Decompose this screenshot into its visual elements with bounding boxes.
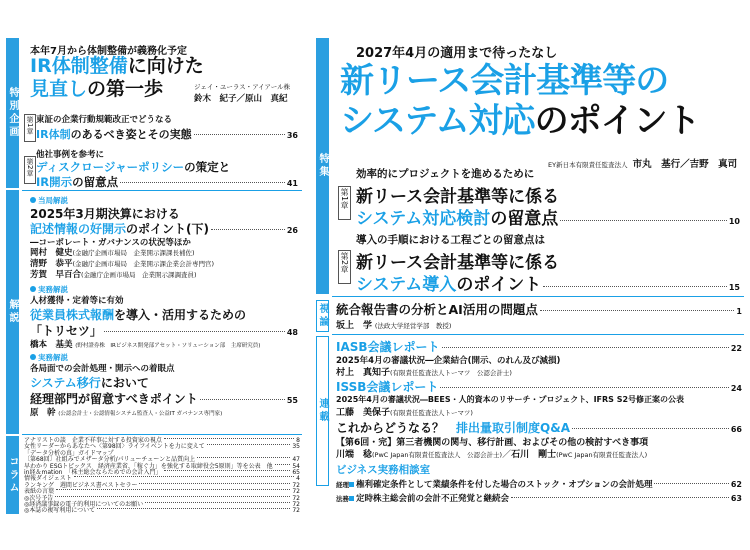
column-item-title: 情報ダイジェスト <box>24 475 72 483</box>
biz-item-2-page: 63 <box>730 494 742 503</box>
a3-pre: 各局面での会計処理・開示への着眼点 <box>30 364 175 374</box>
special-s2-title-1 <box>36 159 230 175</box>
a2-title-1a: 従業員株式報酬 <box>30 308 115 322</box>
special-ch2: 第2章 <box>24 156 36 184</box>
special-s2-title-2 <box>36 174 298 190</box>
biz-title: ビジネス実務相談室 <box>336 464 431 476</box>
leader-dots <box>194 134 285 135</box>
leader-dots <box>197 457 290 458</box>
leader-dots <box>442 347 729 348</box>
column-item-page: 72 <box>292 507 300 515</box>
special-s2-title-2b: の留意点 <box>72 175 119 189</box>
qa-sub: 【第6回・完】第三者機関の関与、移行計画、およびその他の検討すべき事項 <box>336 438 649 448</box>
bullet-icon <box>30 197 36 203</box>
feature-c1-t2a: システム対応検討 <box>356 209 491 229</box>
a3-author: 原 幹 (公認会計士・公認情報システム監査人・公益IT ガバナンス専門家) <box>30 408 223 418</box>
divider <box>332 334 744 335</box>
column-item-page: 72 <box>292 494 300 502</box>
column-item-title: ◎次号予告 <box>24 494 54 502</box>
a1-title-2 <box>30 220 298 237</box>
special-title-2b: の第一歩 <box>87 78 164 100</box>
special-s1b: のあるべき姿とその実態 <box>70 128 192 141</box>
right-page <box>316 38 746 514</box>
section-tab-rensai: 連載 <box>316 336 329 486</box>
leader-dots <box>572 428 729 429</box>
column-item-title: 表紙の言葉 <box>24 488 55 496</box>
a3-title-1b: において <box>100 376 149 390</box>
feature-c1-t1: 新リース会計基準等に係る <box>356 187 560 207</box>
a3-tag: 実務解説 <box>30 352 68 363</box>
issb-page: 24 <box>730 384 742 393</box>
column-item-title: in経＆mation 「株主総会ならためでの会計入門」 <box>24 469 162 477</box>
column-item-title: ◎経済議事録の電子的利用についてのお願い <box>24 501 144 509</box>
a1-title-2b: のポイント(下) <box>126 222 209 236</box>
feature-title-2a: システム対応 <box>340 101 535 141</box>
a2-pre: 人材獲得・定着等に有効 <box>30 296 124 306</box>
a1-sub: ―コーポレート・ガバナンスの状況等ほか <box>30 238 191 248</box>
feature-c2-page: 15 <box>728 283 740 292</box>
column-item-page: 4 <box>296 475 300 483</box>
column-item-page: 72 <box>292 481 300 489</box>
special-s2-pre: 他社事例を参考に <box>36 150 105 160</box>
biz-item-1: 経理 権利確定条件として業績条件を付した場合のストック・オプションの会計処理 62 <box>336 480 742 490</box>
column-item-page: 35 <box>292 443 300 451</box>
special-title-2a: 見直し <box>30 78 88 100</box>
qa-title <box>336 419 742 436</box>
section-tab-column: コラム <box>6 436 19 514</box>
column-item-title: 女性リーダーからあなたへ〈第98回〉ライフイベントを力に変えて <box>24 443 205 451</box>
special-s2-page: 41 <box>286 179 298 188</box>
leader-dots <box>511 497 729 498</box>
special-title-1b: に向けた <box>127 55 204 77</box>
leader-dots <box>164 438 294 439</box>
special-authors: 鈴木 紀子／原山 真紀 <box>194 94 288 104</box>
left-page <box>6 38 304 514</box>
issb-title-text: ISSB会議レポート <box>336 380 439 394</box>
leader-dots <box>97 508 290 509</box>
a1-tag-label: 当局解説 <box>38 196 68 205</box>
qa-page: 66 <box>730 425 742 434</box>
qa-title-a: これからどうなる？ <box>336 421 445 435</box>
a3-title-2-text: 経理部門が留意すべきポイント <box>30 392 198 406</box>
issb-title <box>336 378 742 395</box>
bullet-icon <box>30 286 36 292</box>
leader-dots <box>164 470 291 471</box>
a3-title-1 <box>30 374 149 391</box>
leader-dots <box>560 220 727 221</box>
column-item-title: 〔第68回〕社組みでメザータ分析/パリューチェーンと品質向上 <box>24 456 196 464</box>
section-tab-kaisetsu: 解説 <box>6 190 19 434</box>
viewpoint-page: 1 <box>736 307 742 316</box>
divider <box>22 190 302 191</box>
feature-c1-t2b: の留意点 <box>490 209 559 229</box>
a2-page: 48 <box>286 328 298 337</box>
special-title-1 <box>30 56 204 76</box>
special-s1-page: 36 <box>286 131 298 140</box>
a3-title-1a: システム移行 <box>30 376 101 390</box>
feature-title-1: 新リース会計基準等の <box>340 61 669 101</box>
special-s1 <box>36 126 298 142</box>
leader-dots <box>211 229 285 230</box>
feature-c1-t2 <box>356 204 740 229</box>
feature-authors: EY新日本有限責任監査法人 市丸 基行／吉野 真司 <box>548 159 738 170</box>
column-item-page: 72 <box>292 488 300 496</box>
feature-ch1: 第1章 <box>338 186 351 220</box>
leader-dots <box>200 399 285 400</box>
square-bullet-icon <box>349 482 354 487</box>
special-s2-title-2a: IR開示 <box>36 175 73 189</box>
feature-title-2 <box>340 102 700 140</box>
feature-c2-pre: 導入の手順における工程ごとの留意点は <box>356 234 545 246</box>
feature-c1-page: 10 <box>728 217 740 226</box>
a1-page: 26 <box>286 226 298 235</box>
column-item-page: 72 <box>292 501 300 509</box>
special-title-2 <box>30 79 163 99</box>
a1-title-1: 2025年3月期決算における <box>30 207 180 221</box>
iasb-author: 村上 真知子(有限責任監査法人トーマツ 公認会計士) <box>336 368 512 378</box>
a2-title-1 <box>30 306 246 323</box>
special-s2-title-b: の策定と <box>184 160 231 174</box>
column-item-title: 早わかり ESGトピックス 経済産業省、「稼ぐ力」を強化する取締役会5原則」等を公表 他 <box>24 462 273 470</box>
special-s1a: IR体制 <box>36 128 71 141</box>
column-list <box>24 438 300 515</box>
leader-dots <box>543 286 727 287</box>
leader-dots <box>654 483 728 484</box>
leader-dots <box>56 489 290 490</box>
divider <box>332 296 744 297</box>
feature-c2-t2 <box>356 270 740 295</box>
a3-page: 55 <box>286 396 298 405</box>
feature-ch2: 第2章 <box>338 250 351 284</box>
leader-dots <box>55 496 290 497</box>
feature-c2-t2a: システム導入 <box>356 275 457 295</box>
a2-author: 橋本 基美 (野村證券株 IRビジネス開発部アセット・ソリューション部 主席研究員) <box>30 340 261 350</box>
a2-title-2-text: 「トリセツ」 <box>30 324 102 338</box>
iasb-title <box>336 338 742 355</box>
divider <box>22 434 302 435</box>
column-item-page: 47 <box>292 456 300 464</box>
qa-title-b: 排出量取引制度Q&A <box>456 421 570 435</box>
column-item-page: 8 <box>296 437 300 444</box>
column-item-title: ランキング 週間ビジネス書ベストセラー <box>24 481 138 489</box>
viewpoint-title-text: 統合報告書の分析とAI活用の問題点 <box>336 302 538 317</box>
biz-item-1-page: 62 <box>730 480 742 489</box>
a1-person-1: 岡村 健史(金融庁企画市場局 企業開示課課長補佐) <box>30 248 195 258</box>
column-item <box>24 508 300 514</box>
a1-title-2a: 記述情報の好開示 <box>30 222 127 236</box>
a1-person-3: 芳賀 早百合(金融庁企画市場局 企業開示課調査員) <box>30 270 197 280</box>
leader-dots <box>120 182 285 183</box>
bullet-icon <box>30 354 36 360</box>
qa-authors: 川端 稔(PwC Japan有限責任監査法人 公認会計士)／石川 剛士(PwC Japan有限責任監査法人) <box>336 450 648 460</box>
leader-dots <box>74 476 294 477</box>
special-ch1: 第1章 <box>24 114 36 142</box>
iasb-page: 22 <box>730 344 742 353</box>
a1-person-2: 清野 恭平(金融庁企画市場局 企業開示課企業会計専門官) <box>30 259 215 269</box>
feature-c2-t1: 新リース会計基準等に係る <box>356 253 560 273</box>
a2-title-2 <box>30 322 298 339</box>
leader-dots <box>207 444 291 445</box>
biz-item-2: 法務 定時株主総会前の会計不正発覚と継続会 63 <box>336 494 742 504</box>
special-pre: 本年7月から体制整備が義務化予定 <box>30 46 187 57</box>
iasb-title-text: IASB会議レポート <box>336 340 440 354</box>
feature-pre: 2027年4月の適用まで待ったなし <box>356 46 558 61</box>
leader-dots <box>540 310 735 311</box>
column-item-title: ◎本誌の複写利用について <box>24 507 96 515</box>
a3-title-2 <box>30 390 298 407</box>
leader-dots <box>139 483 290 484</box>
feature-title-2b: のポイント <box>534 101 700 141</box>
section-tab-special: 特別企画 <box>6 38 19 188</box>
special-s1-pre: 東証の企業行動規範改正でどうなる <box>36 115 173 125</box>
column-item-title: アナリストの談 企業不祥事に対する投資家の視点 <box>24 437 162 444</box>
issb-author: 工藤 美保子(有限責任監査法人トーマツ) <box>336 408 473 418</box>
leader-dots <box>104 331 285 332</box>
column-item-page: 65 <box>292 469 300 477</box>
special-s2-title: ディスクロージャーポリシー <box>36 160 185 174</box>
a1-people <box>30 248 214 281</box>
iasb-sub: 2025年4月の審議状況―企業結合(開示、のれん及び減損) <box>336 356 561 366</box>
leader-dots <box>145 502 290 503</box>
section-tab-shiki: 視論 <box>316 300 329 332</box>
column-item-page: 54 <box>292 462 300 470</box>
viewpoint-author: 坂上 学 (法政大学経営学部 教授) <box>336 321 452 331</box>
feature-c2-t2b: のポイント <box>456 275 542 295</box>
leader-dots <box>440 387 729 388</box>
section-tab-tokushu: 特集 <box>316 38 329 294</box>
viewpoint-title <box>336 300 742 318</box>
a2-title-1b: を導入・活用するための <box>114 308 247 322</box>
a2-tag: 実務解説 <box>30 284 68 295</box>
leader-dots <box>275 464 291 465</box>
square-bullet-icon <box>349 496 354 501</box>
feature-c1-pre: 効率的にプロジェクトを進めるために <box>356 168 535 180</box>
special-org: ジェイ・ユーラス・アイアール株 <box>194 83 291 91</box>
special-title-1a: IR体制整備 <box>30 55 128 77</box>
issb-sub: 2025年4月の審議状況―BEES・人的資本のリサーチ・プロジェクト、IFRS S2号修正案の公表 <box>336 395 685 404</box>
column-item-title: 「データ分析の真」ガイドマップ <box>24 449 114 457</box>
